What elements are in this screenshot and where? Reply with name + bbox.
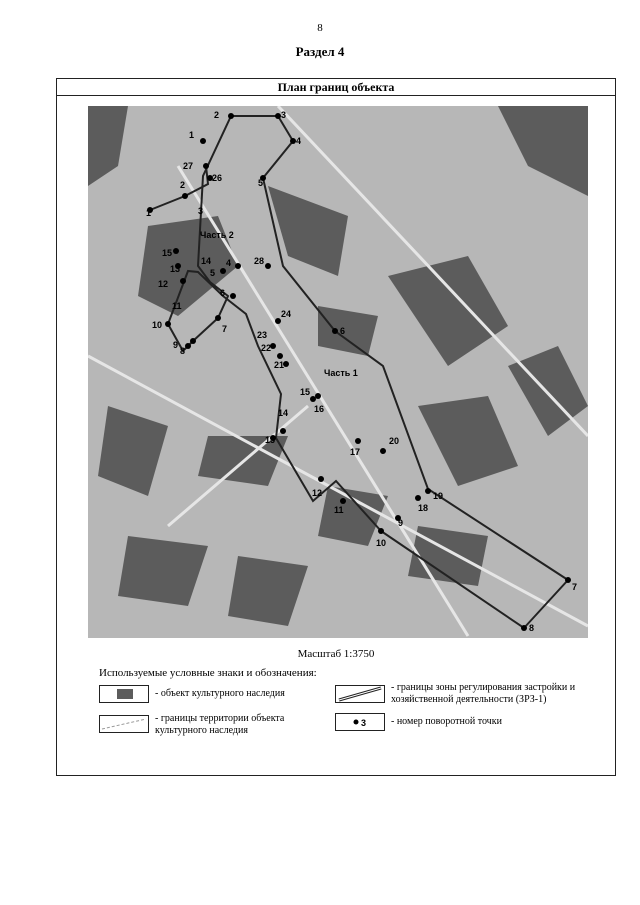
plan-frame: [56, 78, 616, 776]
svg-text:23: 23: [257, 330, 268, 340]
turning-point-swatch: [335, 713, 385, 731]
svg-text:19: 19: [433, 491, 444, 501]
svg-text:2: 2: [214, 110, 220, 120]
part-2-label: Часть 2: [200, 230, 234, 240]
svg-text:9: 9: [398, 518, 404, 528]
svg-text:12: 12: [312, 488, 323, 498]
svg-text:2: 2: [180, 180, 186, 190]
svg-text:11: 11: [172, 301, 182, 311]
svg-text:10: 10: [376, 538, 387, 548]
svg-text:8: 8: [529, 623, 535, 633]
svg-text:15: 15: [162, 248, 173, 258]
svg-text:9: 9: [173, 340, 179, 350]
part-1-label: Часть 1: [324, 368, 358, 378]
svg-text:3: 3: [198, 206, 204, 216]
heritage-territory-swatch: [99, 715, 149, 733]
svg-text:1: 1: [146, 208, 152, 218]
svg-text:6: 6: [220, 288, 226, 298]
svg-text:7: 7: [222, 324, 228, 334]
section-title: Раздел 4: [295, 44, 345, 59]
svg-text:13: 13: [265, 435, 276, 445]
svg-text:28: 28: [254, 256, 265, 266]
svg-text:6: 6: [340, 326, 346, 336]
legend-regulation-zone: - границы зоны регулирования застройки и хозяйственной деятельности (ЗРЗ-1): [391, 682, 576, 705]
svg-text:4: 4: [296, 136, 302, 146]
svg-text:11: 11: [334, 505, 344, 515]
legend-heritage-object: - объект культурного наследия: [155, 688, 285, 699]
svg-text:5: 5: [258, 178, 264, 188]
svg-text:16: 16: [314, 404, 325, 414]
svg-text:3: 3: [281, 110, 287, 120]
svg-text:12: 12: [158, 279, 169, 289]
legend-turning-point: - номер поворотной точки: [391, 716, 502, 727]
svg-text:24: 24: [281, 309, 292, 319]
regulation-zone-swatch: [335, 685, 385, 703]
legend-title: Используемые условные знаки и обозначения:: [99, 667, 317, 679]
svg-text:15: 15: [300, 387, 311, 397]
heritage-object-swatch: [99, 685, 149, 703]
svg-text:14: 14: [278, 408, 289, 418]
svg-text:17: 17: [350, 447, 361, 457]
page-number: 8: [317, 22, 323, 34]
turning-point-sample: 3: [361, 718, 367, 728]
map-image: [88, 106, 588, 638]
svg-text:14: 14: [201, 256, 212, 266]
frame-title: План границ объекта: [57, 79, 615, 96]
svg-text:18: 18: [418, 503, 429, 513]
svg-text:26: 26: [212, 173, 223, 183]
svg-text:13: 13: [170, 264, 181, 274]
svg-text:10: 10: [152, 320, 163, 330]
svg-text:4: 4: [226, 258, 232, 268]
svg-text:20: 20: [389, 436, 400, 446]
svg-text:27: 27: [183, 161, 194, 171]
map-scale: Масштаб 1:3750: [297, 648, 375, 660]
boundary-map: [88, 106, 588, 638]
legend-heritage-territory: - границы территории объекта культурного наследия: [155, 713, 285, 736]
svg-text:5: 5: [210, 268, 216, 278]
svg-text:7: 7: [572, 582, 578, 592]
svg-text:21: 21: [274, 360, 285, 370]
svg-text:22: 22: [261, 343, 272, 353]
svg-text:8: 8: [180, 346, 186, 356]
svg-text:1: 1: [189, 130, 195, 140]
